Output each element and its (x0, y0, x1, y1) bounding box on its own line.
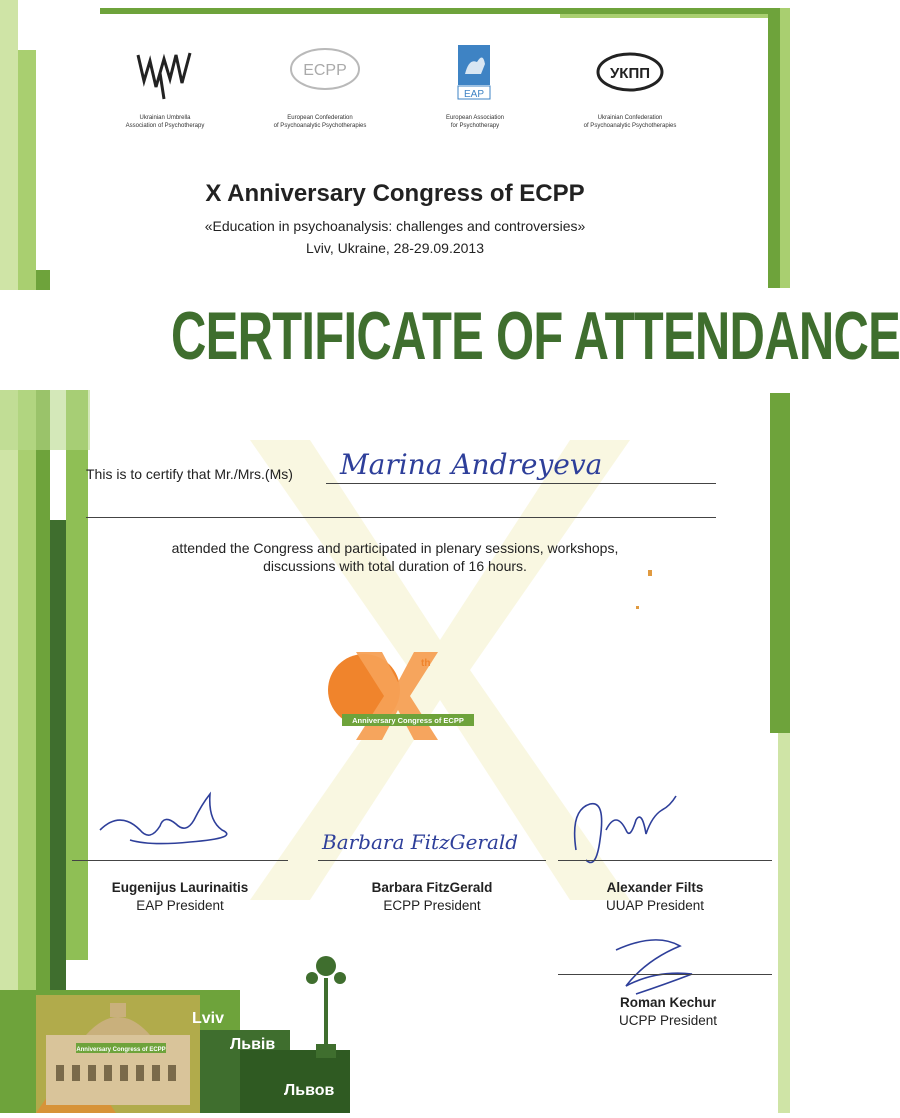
signature-line-4 (558, 974, 772, 975)
signatory-name-3: Alexander Filts (606, 880, 704, 895)
eap-logo-text: EAP (463, 89, 485, 100)
eap-caption: European Association for Psychotherapy (445, 115, 505, 129)
signatory-name-4: Roman Kechur (619, 995, 717, 1010)
attendee-name: Marina Andreyeva (340, 448, 603, 481)
emblem-x-icon (326, 648, 486, 744)
city-label-latin: Lviv (192, 1010, 225, 1027)
ecpp-caption: European Confederation of Psychoanalytic Psychotherapies (273, 115, 367, 129)
certify-prefix: This is to certify that Mr./Mrs.(Ms) (86, 466, 293, 482)
certificate-heading: CERTIFICATE OF ATTENDANCE (170, 298, 900, 374)
uuap-caption: Ukrainian Umbrella Association of Psychotherapy (125, 115, 205, 129)
congress-title: X Anniversary Congress of ECPP (205, 180, 585, 207)
ecpp-logo-icon (289, 47, 361, 91)
signature-line-2 (318, 860, 546, 861)
city-label-russian: Львов (284, 1082, 335, 1099)
signatory-name-2: Barbara FitzGerald (371, 880, 493, 895)
signatory-role-1: EAP President (136, 898, 224, 913)
emblem-superscript: th (421, 658, 431, 669)
uuap-logo (120, 42, 210, 102)
theatre-banner: Anniversary Congress of ECPP (76, 1047, 166, 1053)
ukpp-logo-text: УКПП (609, 65, 651, 82)
signature-laurinaitis (90, 790, 250, 860)
ukpp-logo (594, 50, 666, 94)
congress-subtitle: «Education in psychoanalysis: challenges and controversies» (204, 218, 586, 234)
street-lantern-icon (304, 948, 348, 1058)
ukpp-logo-icon (595, 51, 665, 93)
signature-line-1 (72, 860, 288, 861)
theatre-building-icon (36, 995, 200, 1113)
signature-line-3 (558, 860, 772, 861)
name-underline (326, 483, 716, 484)
congress-emblem (326, 648, 486, 744)
signatory-role-4: UCPP President (618, 1013, 718, 1028)
eap-logo (456, 44, 492, 100)
decorative-dot (636, 606, 639, 609)
signatory-name-1: Eugenijus Laurinaitis (111, 880, 249, 895)
ecpp-logo-text: ECPP (303, 62, 347, 79)
ukpp-caption: Ukrainian Confederation of Psychoanalytic Psychotherapies (583, 115, 677, 129)
theatre-illustration (36, 995, 200, 1113)
signature-filts (566, 790, 686, 880)
uuap-logo-icon (130, 43, 200, 101)
name-underline-2 (86, 517, 716, 518)
signatory-role-3: UUAP President (605, 898, 705, 913)
signature-kechur (596, 930, 716, 1000)
city-label-ukrainian: Львів (230, 1036, 276, 1053)
signature-fitzgerald: Barbara FitzGerald (322, 830, 519, 854)
attendance-line-2: discussions with total duration of 16 hours. (263, 558, 527, 574)
decorative-tick (648, 570, 652, 576)
eap-logo-icon (457, 44, 491, 100)
congress-location-date: Lviv, Ukraine, 28-29.09.2013 (306, 240, 484, 256)
emblem-banner: Anniversary Congress of ECPP (352, 716, 464, 725)
attendance-line-1: attended the Congress and participated in plenary sessions, workshops, (171, 540, 619, 556)
signatory-role-2: ECPP President (383, 898, 481, 913)
ecpp-logo (285, 46, 365, 92)
